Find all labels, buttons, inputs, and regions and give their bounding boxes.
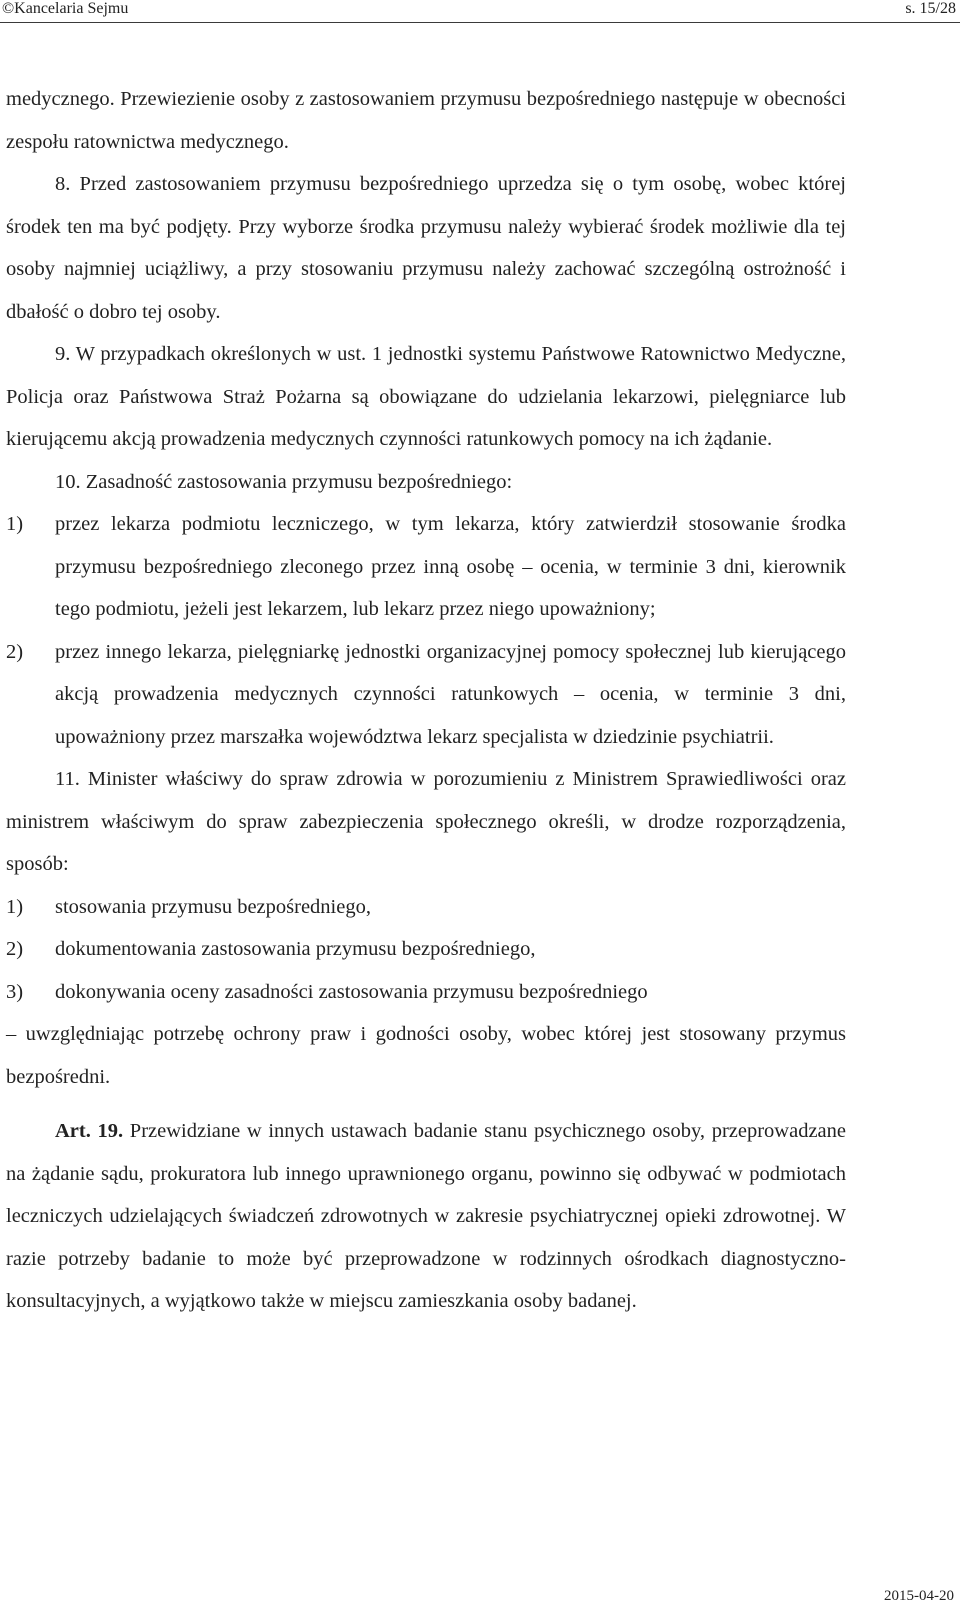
list-item bbox=[6, 631, 846, 759]
list-item bbox=[6, 886, 846, 929]
list-item-number: 3) bbox=[6, 980, 24, 1003]
paragraph-continuation: medycznego. Przewiezienie osoby z zastosowaniem przymusu bezpośredniego następuje w obecności zespołu ratownictwa medycznego. bbox=[6, 88, 846, 153]
list-item-text: dokonywania oceny zasadności zastosowania przymusu bezpośredniego bbox=[55, 980, 648, 1003]
list-item-number: 1) bbox=[6, 895, 24, 918]
list-item-number: 1) bbox=[6, 513, 24, 535]
paragraph-8: 8. Przed zastosowaniem przymusu bezpośredniego uprzedza się o tym osobę, wobec której środek ten ma być podjęty. Przy wyborze środka przymusu należy wybierać środek możliwie dla tej osoby najmniej uciążliwy, a przy stosowaniu przymusu należy zachować szczególną ostrożność i dbałość o dobro tej osoby. bbox=[6, 173, 846, 323]
paragraph-11: 11. Minister właściwy do spraw zdrowia w porozumieniu z Ministrem Sprawiedliwości oraz ministrem właściwym do spraw zabezpieczenia społecznego określi, w drodze rozporządzenia, sposób: bbox=[6, 768, 846, 875]
list-item-number: 2) bbox=[6, 938, 24, 960]
paragraph-11-closing: – uwzględniając potrzebę ochrony praw i godności osoby, wobec której jest stosowany przymus bezpośredni. bbox=[6, 1023, 846, 1088]
list-item bbox=[6, 928, 846, 971]
list-item-text: przez innego lekarza, pielęgniarkę jednostki organizacyjnej pomocy społecznej lub kierującego akcją prowadzenia medycznych czynności ratunkowych – ocenia, w terminie 3 dni, upoważniony przez marszałka województwa lekarz specjalista w dziedzinie psychiatrii. bbox=[55, 640, 846, 748]
list-item-number: 2) bbox=[6, 640, 24, 663]
paragraph-10: 10. Zasadność zastosowania przymusu bezpośredniego: bbox=[55, 470, 513, 493]
article-label: Art. 19. bbox=[55, 1120, 124, 1142]
article-text: Przewidziane w innych ustawach badanie stanu psychicznego osoby, przeprowadzane na żądanie sądu, prokuratora lub innego uprawnionego organu, powinno się odbywać w podmiotach leczniczych udzielających świadczeń zdrowotnych w zakresie psychiatrycznej opieki zdrowotnej. W razie potrzeby badanie to może być przeprowadzone w rodzinnych ośrodkach diagnostyczno-konsultacyjnych, a wyjątkowo także w miejscu zamieszkania osoby badanej. bbox=[6, 1120, 846, 1312]
section-spacer bbox=[6, 1098, 846, 1110]
list-item-text: stosowania przymusu bezpośredniego, bbox=[55, 895, 371, 918]
list-item bbox=[6, 503, 846, 631]
list-item-text: przez lekarza podmiotu leczniczego, w tym lekarza, który zatwierdził stosowanie środka przymusu bezpośredniego zleconego przez inną osobę – ocenia, w terminie 3 dni, kierownik tego podmiotu, jeżeli jest lekarzem, lub lekarz przez niego upoważniony; bbox=[55, 513, 846, 620]
list-item-text: dokumentowania zastosowania przymusu bezpośredniego, bbox=[55, 938, 536, 960]
page-header bbox=[0, 0, 960, 23]
document-body bbox=[6, 78, 846, 1323]
article-19 bbox=[6, 1110, 846, 1323]
copyright-text: ©Kancelaria Sejmu bbox=[2, 0, 129, 17]
page-number: s. 15/28 bbox=[905, 0, 956, 17]
list-item bbox=[6, 971, 846, 1014]
footer-date: 2015-04-20 bbox=[884, 1588, 954, 1604]
paragraph-9: 9. W przypadkach określonych w ust. 1 jednostki systemu Państwowe Ratownictwo Medyczne, Policja oraz Państwowa Straż Pożarna są obowiązane do udzielania lekarzowi, pielęgniarce lub kierującemu akcją prowadzenia medycznych czynności ratunkowych pomocy na ich żądanie. bbox=[6, 343, 846, 450]
